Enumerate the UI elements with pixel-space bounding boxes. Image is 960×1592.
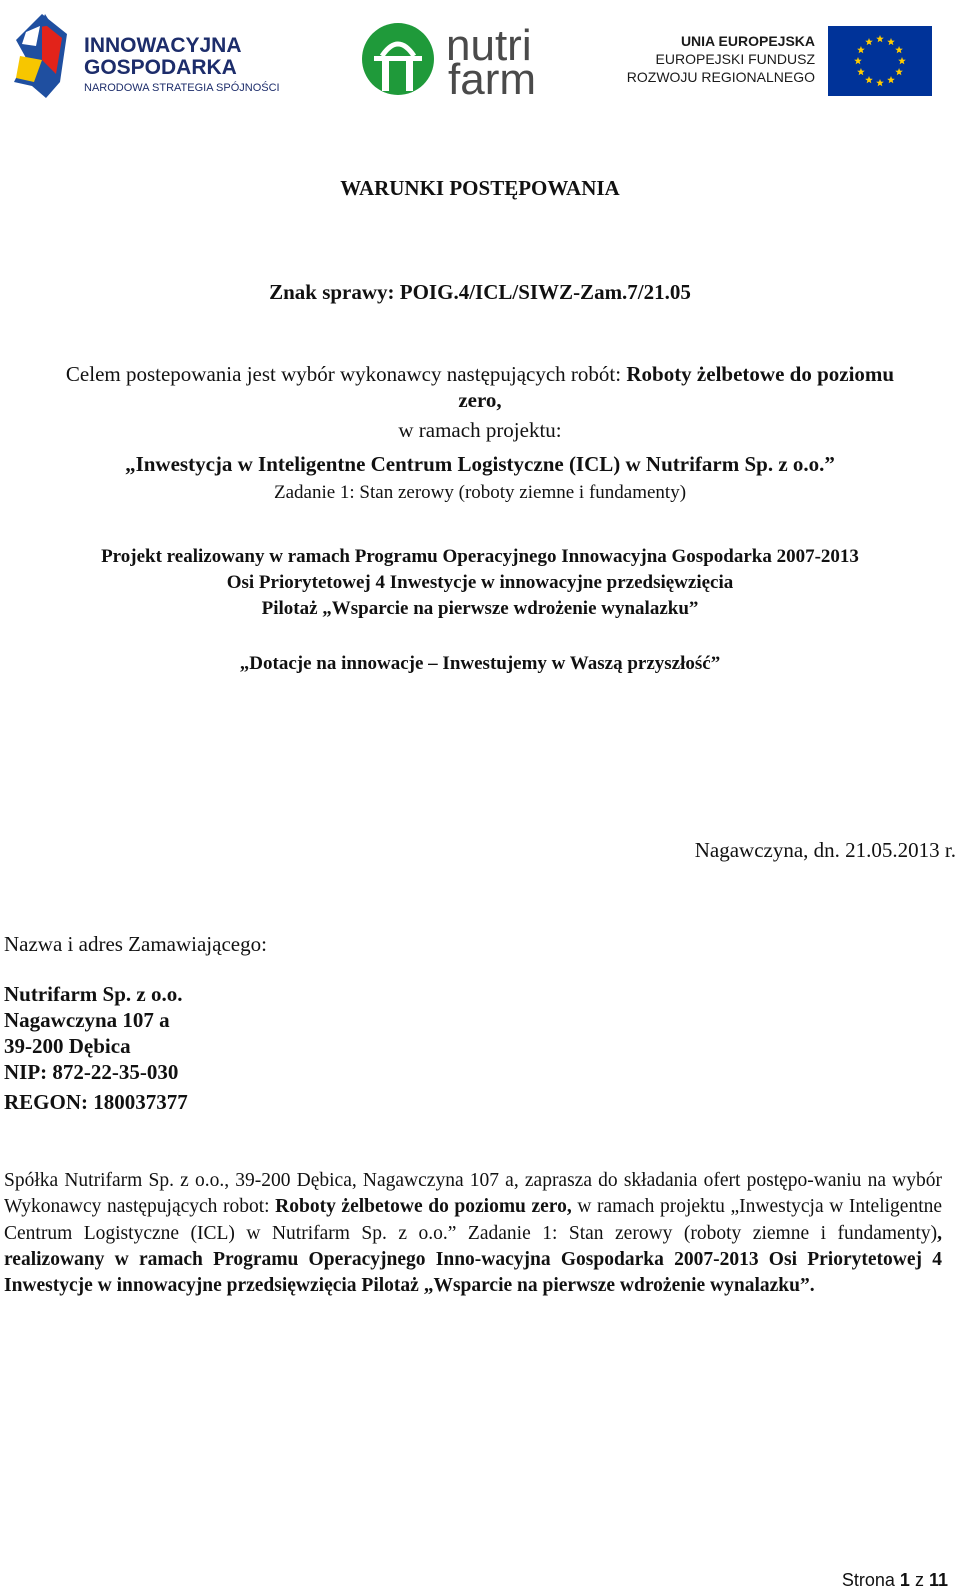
nutrifarm-logo — [362, 18, 562, 104]
footer-total: 11 — [928, 1570, 948, 1590]
address-nip: NIP: 872-22-35-030 — [4, 1060, 179, 1084]
doc-title: WARUNKI POSTĘPOWANIA — [340, 176, 620, 200]
eu-flag-icon — [626, 24, 950, 98]
address-city: 39-200 Dębica — [4, 1034, 131, 1058]
program-line-1: Projekt realizowany w ramach Programu Operacyjnego Innowacyjna Gospodarka 2007-2013 — [101, 546, 859, 567]
para-text-1: Spółka Nutrifarm Sp. z o.o., 39-200 Dębica, Nagawczyna 107 a, zaprasza do składania ofert postępo-waniu na wybór Wykonawcy następujących robot: — [4, 1170, 942, 1218]
purpose-prefix: Celem postepowania jest wybór wykonawcy następujących robót: — [65, 362, 627, 386]
nutri-word: nutri — [446, 21, 532, 70]
para-text-2: w ramach projektu „Inwestycja w Inteligentne Centrum Logistyczne (ICL) w Nutrifarm Sp. z o.o.” Zadanie 1: Stan zerowy (roboty ziemne i fundamenty) — [4, 1196, 943, 1244]
purpose-line-1 — [0, 362, 960, 387]
page-footer — [842, 1570, 948, 1591]
para-program: , realizowany w ramach Programu Operacyjnego Inno-wacyjna Gospodarka 2007-2013 Osi Priorytetowej 4 Inwestycje w innowacyjne przedsięwzięcia Pilotaż „Wsparcie na pierwsze wdrożenie wynalazku”. — [4, 1222, 942, 1297]
footer-label: Strona — [841, 1570, 895, 1590]
eu-line2: EUROPEJSKI FUNDUSZ — [655, 51, 815, 67]
address-name: Nutrifarm Sp. z o.o. — [4, 982, 183, 1006]
address-regon: REGON: 180037377 — [4, 1090, 188, 1114]
ig-line3: NARODOWA STRATEGIA SPÓJNOŚCI — [84, 82, 280, 94]
nutrifarm-emblem-icon — [362, 18, 562, 104]
address-street: Nagawczyna 107 a — [4, 1008, 170, 1032]
invitation-paragraph — [4, 1168, 942, 1299]
purpose-works: Roboty żelbetowe do poziomu — [626, 362, 895, 386]
case-number: Znak sprawy: POIG.4/ICL/SIWZ-Zam.7/21.05 — [269, 280, 691, 304]
footer-page: 1 — [899, 1570, 910, 1590]
project-name: „Inwestycja w Inteligentne Centrum Logistyczne (ICL) w Nutrifarm Sp. z o.o.” — [125, 452, 835, 476]
purpose-line-3: w ramach projektu: — [398, 418, 562, 442]
eu-line1: UNIA EUROPEJSKA — [680, 33, 815, 49]
task-name: Zadanie 1: Stan zerowy (roboty ziemne i fundamenty) — [273, 482, 687, 503]
purpose-line-2: zero, — [458, 388, 502, 412]
ig-line1: INNOWACYJNA — [84, 34, 242, 57]
farm-word: farm — [448, 55, 536, 104]
address-heading: Nazwa i adres Zamawiającego: — [4, 932, 267, 956]
slogan: „Dotacje na innowacje – Inwestujemy w Waszą przyszłość” — [239, 653, 721, 674]
footer-of: z — [914, 1570, 924, 1590]
program-line-3: Pilotaż „Wsparcie na pierwsze wdrożenie wynalazku” — [261, 598, 699, 619]
document-date: Nagawczyna, dn. 21.05.2013 r. — [694, 838, 956, 862]
para-works: Roboty żelbetowe do poziomu zero, — [275, 1196, 572, 1218]
innowacyjna-gospodarka-emblem-icon — [12, 12, 282, 102]
eu-logo — [626, 24, 950, 98]
ig-line2: GOSPODARKA — [84, 56, 237, 79]
eu-line3: ROZWOJU REGIONALNEGO — [626, 69, 815, 85]
innowacyjna-gospodarka-logo — [12, 12, 282, 102]
program-line-2: Osi Priorytetowej 4 Inwestycje w innowacyjne przedsięwzięcia — [226, 572, 734, 593]
